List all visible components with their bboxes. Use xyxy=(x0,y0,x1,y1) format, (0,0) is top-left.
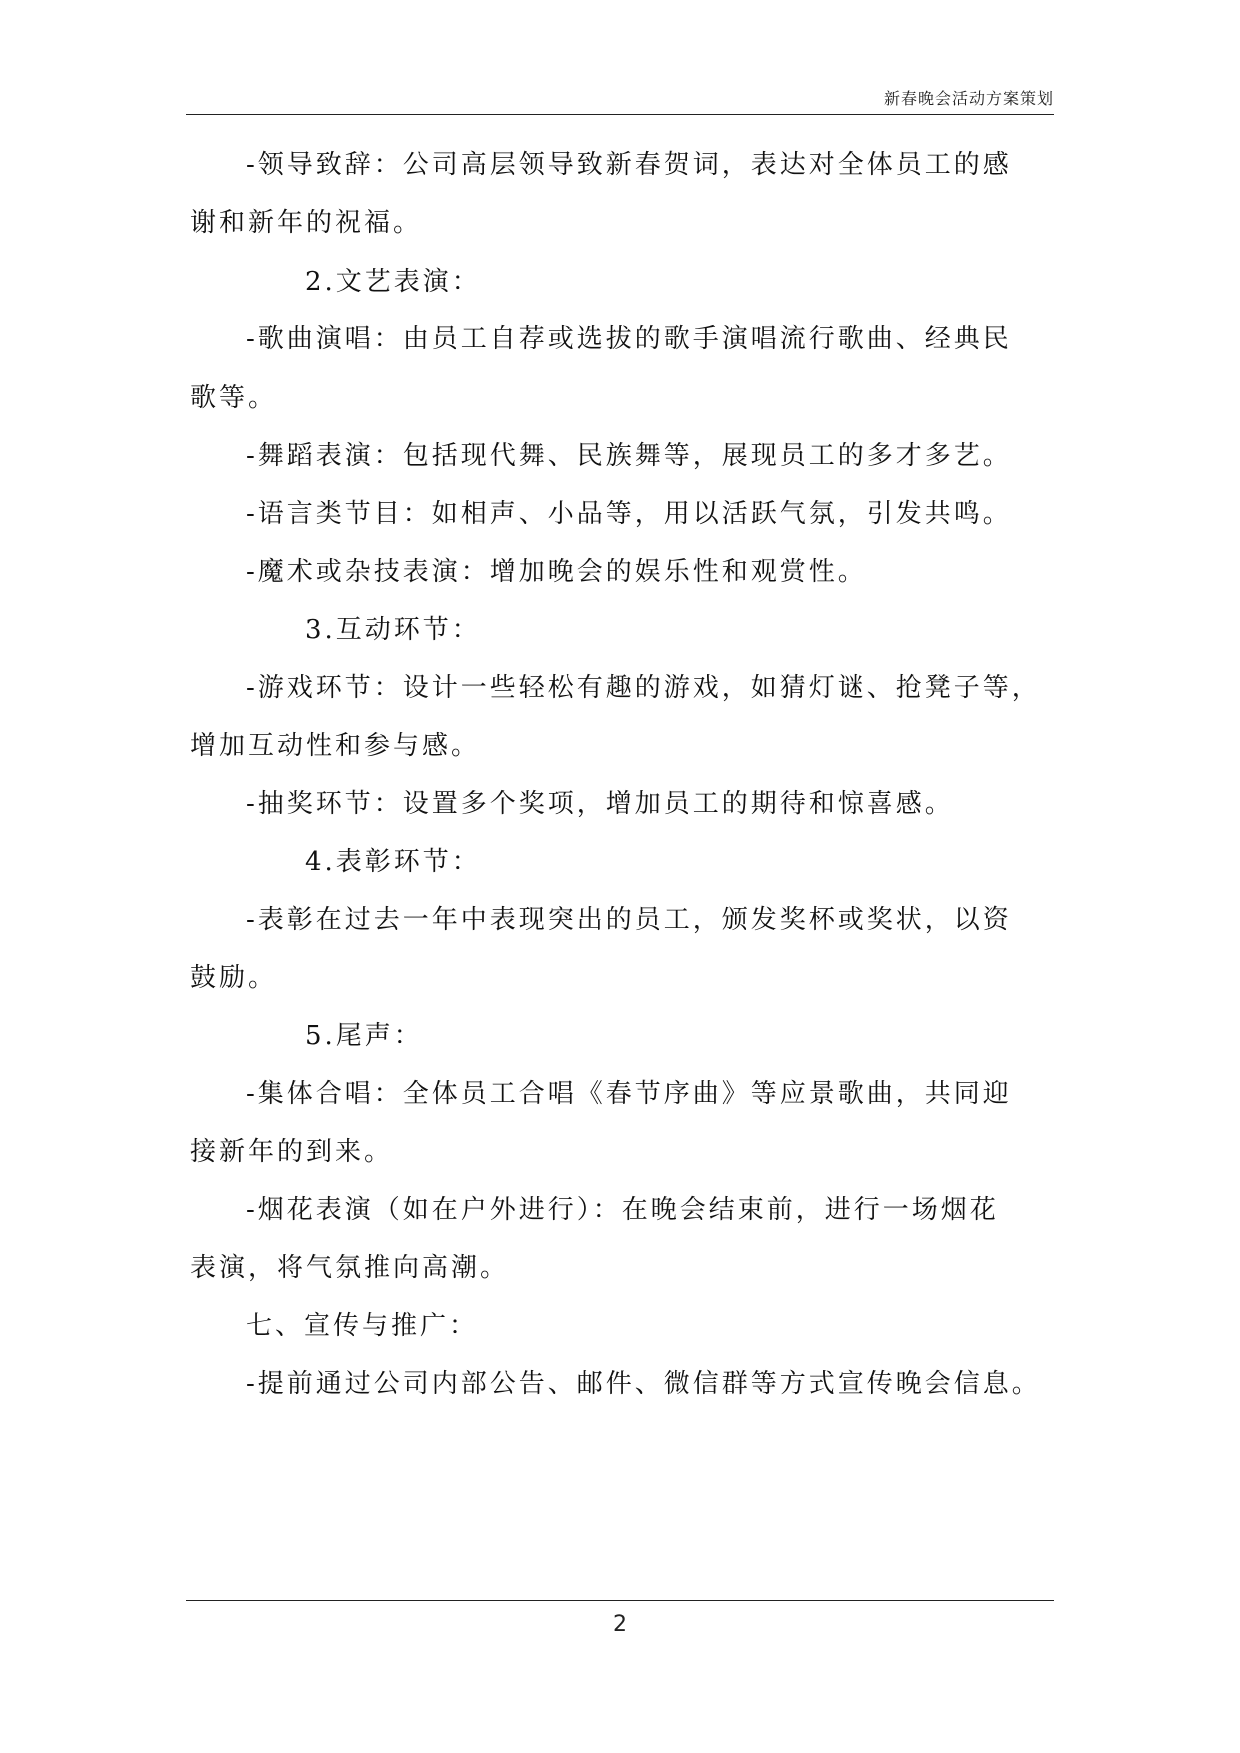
section-heading: 七、宣传与推广： xyxy=(246,1311,479,1341)
body-line: 接新年的到来。 xyxy=(190,1137,394,1167)
body-line: -魔术或杂技表演：增加晚会的娱乐性和观赏性。 xyxy=(246,557,867,587)
footer-divider xyxy=(186,1600,1054,1601)
body-line: 歌等。 xyxy=(190,383,278,413)
page-number: 2 xyxy=(613,1612,627,1637)
body-line: -领导致辞：公司高层领导致新春贺词，表达对全体员工的感 xyxy=(246,150,1012,180)
body-line: 谢和新年的祝福。 xyxy=(190,208,423,238)
section-heading: 5.尾声： xyxy=(305,1021,423,1051)
body-line: 增加互动性和参与感。 xyxy=(190,731,481,761)
header-divider xyxy=(186,114,1054,115)
body-line: 表演，将气氛推向高潮。 xyxy=(190,1253,510,1283)
body-line: -集体合唱：全体员工合唱《春节序曲》等应景歌曲，共同迎 xyxy=(246,1079,1012,1109)
body-line: -语言类节目：如相声、小品等，用以活跃气氛，引发共鸣。 xyxy=(246,499,1012,529)
section-heading: 4.表彰环节： xyxy=(305,847,481,877)
body-line: -歌曲演唱：由员工自荐或选拔的歌手演唱流行歌曲、经典民 xyxy=(246,324,1012,354)
section-heading: 3.互动环节： xyxy=(305,615,481,645)
body-line: -烟花表演（如在户外进行）：在晚会结束前，进行一场烟花 xyxy=(246,1195,999,1225)
running-header-title: 新春晚会活动方案策划 xyxy=(883,89,1054,108)
body-line: -抽奖环节：设置多个奖项，增加员工的期待和惊喜感。 xyxy=(246,789,954,819)
body-line: -游戏环节：设计一些轻松有趣的游戏，如猜灯谜、抢凳子等， xyxy=(246,673,1041,703)
body-line: -提前通过公司内部公告、邮件、微信群等方式宣传晚会信息。 xyxy=(246,1369,1041,1399)
body-line: 鼓励。 xyxy=(190,963,278,993)
body-line: -舞蹈表演：包括现代舞、民族舞等，展现员工的多才多艺。 xyxy=(246,441,1012,471)
body-line: -表彰在过去一年中表现突出的员工，颁发奖杯或奖状，以资 xyxy=(246,905,1012,935)
section-heading: 2.文艺表演： xyxy=(305,267,481,297)
